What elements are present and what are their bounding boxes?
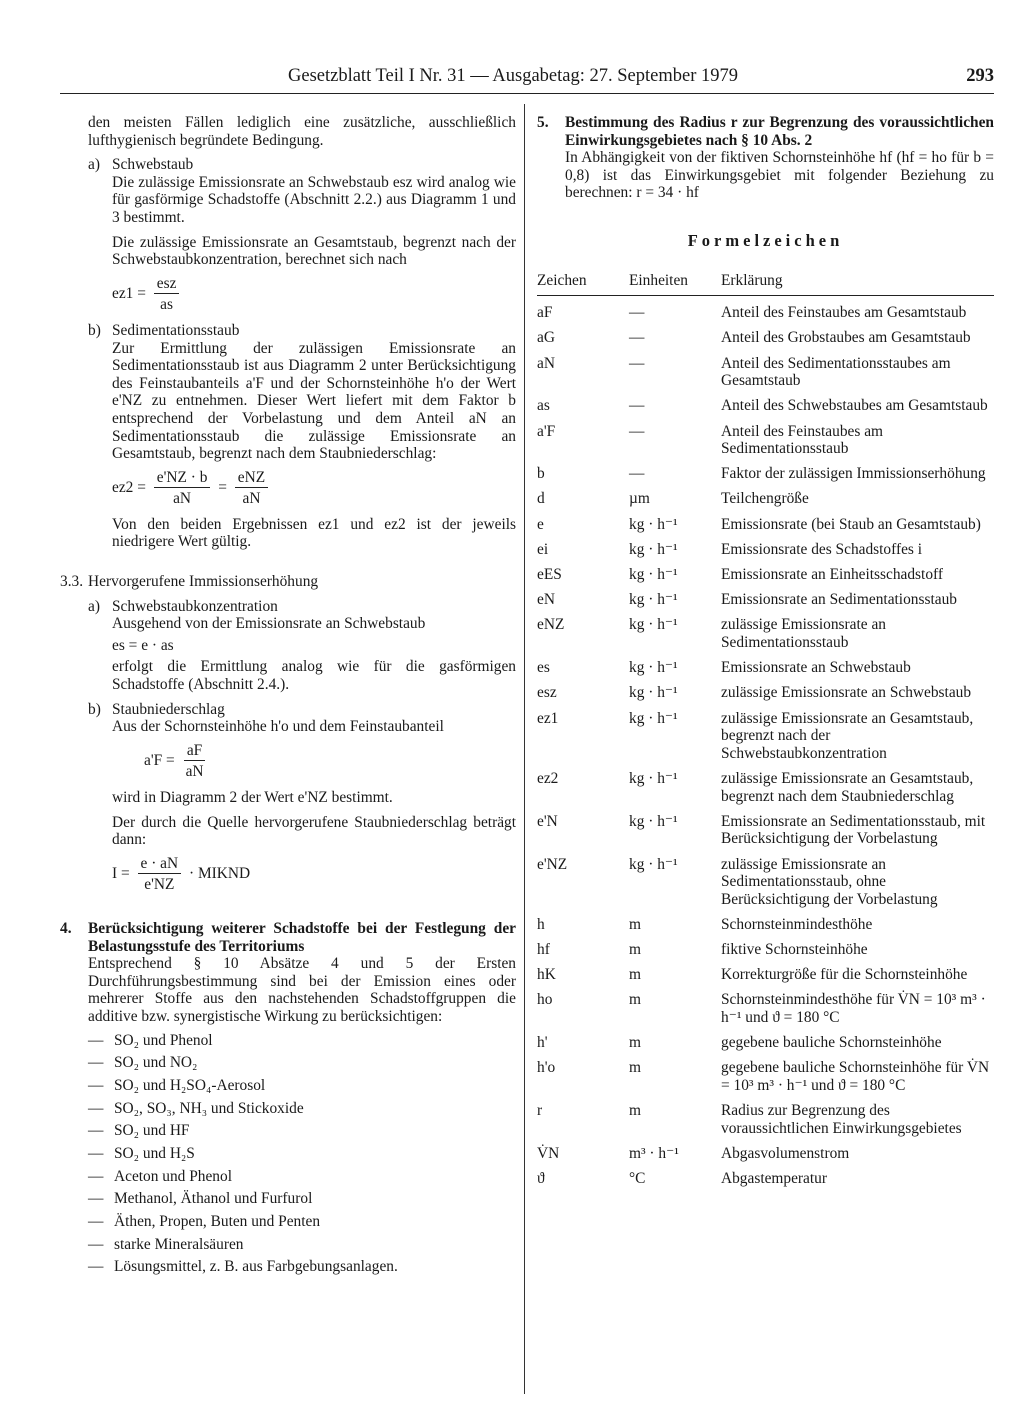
symbol-cell: esz: [537, 684, 557, 702]
list-item: — Lösungsmittel, z. B. aus Farbgebungsanlagen.: [88, 1258, 516, 1276]
explanation-cell: Emissionsrate an Einheitsschadstoff: [721, 566, 943, 584]
unit-cell: °C: [629, 1170, 646, 1188]
explanation-cell: Emissionsrate an Sedimentationsstaub: [721, 591, 957, 609]
formula-I-lhs: I =: [112, 864, 130, 882]
symbol-cell: ez2: [537, 769, 559, 787]
list-item: — SO₂ und H₂SO₄-Aerosol: [88, 1077, 516, 1095]
subsection-3-3b-label: b): [88, 700, 101, 718]
explanation-cell: Faktor der zulässigen Immissionserhöhung: [721, 465, 986, 483]
unit-cell: m³ · h⁻¹: [629, 1144, 679, 1162]
subsection-3-3b-heading: [88, 701, 516, 719]
unit-cell: kg · h⁻¹: [629, 812, 678, 830]
formula-ez2-denominator-1: aN: [173, 490, 192, 508]
symbol-cell: e'N: [537, 812, 558, 830]
sedimentation-paragraph-2: Von den beiden Ergebnissen ez1 und ez2 ist der jeweils niedrigere Wert gültig.: [112, 515, 516, 551]
table-row: [537, 659, 994, 677]
staubniederschlag-paragraph-1: Aus der Schornsteinhöhe h'o und dem Feinstaubanteil: [112, 718, 444, 736]
section-5-title: Bestimmung des Radius r zur Begrenzung des voraussichtlichen Einwirkungsgebietes nach § 10 Abs. 2: [565, 114, 994, 149]
section-3-3-title: Hervorgerufene Immissionserhöhung: [88, 573, 319, 591]
list-item: — SO₂ und H₂S: [88, 1145, 516, 1163]
sedimentation-paragraph-1: Zur Ermittlung der zulässigen Emissionsrate an Sedimentationsstaub ist aus Diagramm 2 unter Berücksichtigung des Feinstaubanteils a'F und der Schornsteinhöhe h'o der Wert e'NZ zu entnehmen. Dieser Wert liefert mit dem Faktor b entsprechend der Vorbelastung und dem Anteil aN an Sedimentationsstaub die zulässige Emissionsrate an Gesamtstaub, begrenzt nach dem Staubniederschlag:: [112, 339, 516, 463]
symbol-cell: es: [537, 659, 550, 677]
section-4-number: 4.: [60, 919, 72, 937]
unit-cell: m: [629, 1102, 641, 1120]
schwebstaub-paragraph-1: Die zulässige Emissionsrate an Schwebstaub esz wird analog wie für gasförmige Schadstoffe (Abschnitt 2.2.) aus Diagramm 1 und 3 bestimmt.: [112, 173, 516, 226]
table-row: [537, 516, 994, 534]
column-header-zeichen: Zeichen: [537, 271, 587, 289]
formula-I-rhs: · MIKND: [188, 864, 251, 882]
explanation-cell: Emissionsrate an Schwebstaub: [721, 659, 911, 677]
symbol-cell: r: [537, 1102, 543, 1120]
unit-cell: m: [629, 1034, 641, 1052]
explanation-cell: zulässige Emissionsrate an Sedimentationsstaub, ohne Berücksichtigung der Vorbelastung: [721, 855, 938, 908]
table-row: [537, 991, 994, 1026]
formula-I-denominator: e'NZ: [144, 876, 175, 894]
unit-cell: kg · h⁻¹: [629, 659, 678, 677]
unit-cell: kg · h⁻¹: [629, 709, 678, 727]
column-header-einheiten: Einheiten: [629, 271, 688, 289]
left-column: [60, 114, 516, 1281]
formula-aF-numerator: aF: [184, 742, 205, 762]
list-item: — SO₂ und HF: [88, 1122, 516, 1140]
unit-cell: kg · h⁻¹: [629, 566, 678, 584]
schwebstaub-paragraph-2: Die zulässige Emissionsrate an Gesamtstaub, begrenzt nach der Schwebstaubkonzentration, berechnet sich nach: [112, 233, 516, 269]
section-4-title: Berücksichtigung weiterer Schadstoffe bei der Festlegung der Belastungsstufe des Territoriums: [88, 919, 516, 955]
table-row: [537, 423, 994, 458]
section-5-paragraph: In Abhängigkeit von der fiktiven Schornsteinhöhe hf (hf = ho für b = 0,8) ist das Einwirkungsgebiet mit folgender Beziehung zu berechnen: r = 34 · hf: [565, 149, 994, 202]
formula-ez2-lhs: ez2 =: [112, 478, 146, 496]
explanation-cell: zulässige Emissionsrate an Gesamtstaub, begrenzt nach der Schwebstaubkonzentration: [721, 709, 974, 762]
formula-ez2-numerator-2: eNZ: [235, 469, 268, 489]
unit-cell: kg · h⁻¹: [629, 855, 678, 873]
table-row: [537, 916, 994, 934]
explanation-cell: Emissionsrate des Schadstoffes i: [721, 540, 923, 558]
list-item: — SO₂ und NO₂: [88, 1054, 516, 1072]
subsection-b-title: Sedimentationsstaub: [112, 321, 240, 339]
unit-cell: —: [629, 354, 645, 372]
table-row: [537, 966, 994, 984]
table-row: [537, 813, 994, 848]
symbol-cell: hK: [537, 966, 556, 984]
symbol-table-body: [537, 304, 994, 1188]
formula-I: [88, 855, 516, 894]
symbol-cell: h': [537, 1034, 548, 1052]
table-row: [537, 770, 994, 805]
table-row: [537, 856, 994, 909]
formula-aF-denominator: aN: [185, 763, 204, 781]
explanation-cell: Radius zur Begrenzung des voraussichtlichen Einwirkungsgebietes: [721, 1102, 962, 1137]
formula-ez1-lhs: ez1 =: [112, 284, 146, 302]
column-divider: [524, 104, 525, 1394]
list-item: — Methanol, Äthanol und Furfurol: [88, 1190, 516, 1208]
list-item: — starke Mineralsäuren: [88, 1236, 516, 1254]
list-item: — SO₂, SO₃, NH₃ und Stickoxide: [88, 1100, 516, 1118]
symbol-table-header: [537, 272, 994, 297]
table-row: [537, 684, 994, 702]
staubniederschlag-paragraph-2: wird in Diagramm 2 der Wert e'NZ bestimmt.: [112, 789, 393, 806]
section-3-3-number: 3.3.: [60, 573, 84, 591]
table-row: [537, 591, 994, 609]
subsection-3-3b-title: Staubniederschlag: [112, 700, 225, 718]
explanation-cell: Anteil des Schwebstaubes am Gesamtstaub: [721, 397, 988, 415]
unit-cell: µm: [629, 490, 650, 508]
explanation-cell: Teilchengröße: [721, 490, 809, 508]
formula-ez2-denominator-2: aN: [242, 490, 261, 508]
symbol-cell: aN: [537, 354, 555, 372]
symbol-cell: V̇N: [537, 1144, 560, 1162]
symbol-cell: a'F: [537, 422, 556, 440]
symbol-cell: ei: [537, 540, 549, 558]
list-item: — SO₂ und Phenol: [88, 1032, 516, 1050]
table-row: [537, 566, 994, 584]
symbol-cell: h: [537, 915, 545, 933]
subsection-a-heading: [88, 156, 516, 174]
symbol-cell: as: [537, 397, 550, 415]
staubniederschlag-paragraph-3: Der durch die Quelle hervorgerufene Staubniederschlag beträgt dann:: [112, 813, 516, 849]
symbol-cell: eN: [537, 591, 555, 609]
formula-ez1: [88, 275, 516, 314]
subsection-3-3a-heading: [88, 598, 516, 616]
table-row: [537, 355, 994, 390]
symbol-cell: ϑ: [537, 1170, 545, 1188]
unit-cell: —: [629, 422, 645, 440]
formula-aF: [88, 742, 516, 781]
formula-I-numerator: e · aN: [138, 855, 182, 875]
table-row: [537, 490, 994, 508]
explanation-cell: gegebene bauliche Schornsteinhöhe: [721, 1034, 942, 1052]
subsection-a-title: Schwebstaub: [112, 156, 194, 174]
explanation-cell: Anteil des Feinstaubes am Sedimentationsstaub: [721, 422, 883, 458]
column-header-erklaerung: Erklärung: [721, 271, 783, 289]
section-5-number: 5.: [537, 114, 549, 131]
unit-cell: kg · h⁻¹: [629, 684, 678, 702]
unit-cell: m: [629, 941, 641, 959]
unit-cell: kg · h⁻¹: [629, 616, 678, 634]
table-row: [537, 465, 994, 483]
symbol-cell: ho: [537, 991, 553, 1009]
section-4-paragraph: Entsprechend § 10 Absätze 4 und 5 der Ersten Durchführungsbestimmung sind bei der Emission eines oder mehrerer Stoffe aus den nachstehenden Schadstoffgruppen die additive bzw. synergistische Wirkung zu berücksichtigen:: [88, 955, 516, 1025]
table-row: [537, 710, 994, 763]
table-row: [537, 304, 994, 322]
unit-cell: m: [629, 966, 641, 984]
formula-ez2-equals: =: [218, 478, 227, 496]
formelzeichen-title: Formelzeichen: [687, 230, 844, 250]
header-rule: [60, 93, 994, 94]
explanation-cell: zulässige Emissionsrate an Sedimentationsstaub: [721, 616, 886, 651]
symbol-cell: h'o: [537, 1059, 556, 1077]
subsection-b-heading: [88, 322, 516, 340]
explanation-cell: gegebene bauliche Schornsteinhöhe für V̇N = 10³ m³ · h⁻¹ und ϑ = 180 °C: [721, 1059, 990, 1094]
table-row: [537, 1145, 994, 1163]
table-row: [537, 541, 994, 559]
symbol-cell: eES: [537, 566, 562, 584]
unit-cell: m: [629, 1059, 641, 1077]
symbol-cell: e: [537, 515, 544, 533]
explanation-cell: Emissionsrate (bei Staub an Gesamtstaub): [721, 515, 981, 533]
unit-cell: kg · h⁻¹: [629, 515, 678, 533]
explanation-cell: Anteil des Grobstaubes am Gesamtstaub: [721, 329, 971, 347]
explanation-cell: Abgastemperatur: [721, 1170, 827, 1188]
symbol-cell: hf: [537, 941, 550, 959]
formula-ez2: [88, 469, 516, 508]
section-3-3-heading: [60, 573, 516, 591]
symbol-cell: b: [537, 465, 545, 483]
page-number: 293: [966, 66, 994, 86]
unit-cell: —: [629, 465, 645, 483]
table-row: [537, 616, 994, 651]
explanation-cell: Schornsteinmindesthöhe für V̇N = 10³ m³ · h⁻¹ und ϑ = 180 °C: [721, 991, 986, 1027]
explanation-cell: zulässige Emissionsrate an Schwebstaub: [721, 684, 972, 702]
header-title: Gesetzblatt Teil I Nr. 31 — Ausgabetag: 27. September 1979: [288, 66, 738, 86]
formula-ez2-numerator-1: e'NZ · b: [154, 469, 211, 489]
right-column: [537, 114, 994, 1195]
table-row: [537, 329, 994, 347]
symbol-cell: e'NZ: [537, 855, 568, 873]
unit-cell: —: [629, 329, 645, 347]
unit-cell: kg · h⁻¹: [629, 591, 678, 609]
formula-ez1-numerator: esz: [154, 275, 180, 295]
explanation-cell: Anteil des Feinstaubes am Gesamtstaub: [721, 304, 967, 322]
explanation-cell: fiktive Schornsteinhöhe: [721, 941, 868, 959]
subsection-a-label: a): [88, 156, 100, 174]
table-row: [537, 397, 994, 415]
formula-ez1-denominator: as: [160, 296, 173, 314]
symbol-cell: d: [537, 490, 545, 508]
section-5-heading: [537, 114, 994, 149]
intro-paragraph: den meisten Fällen lediglich eine zusätzliche, ausschließlich lufthygienisch begründete Bedingung.: [88, 114, 516, 149]
page-header: [60, 66, 994, 96]
unit-cell: m: [629, 991, 641, 1009]
unit-cell: m: [629, 915, 641, 933]
explanation-cell: Emissionsrate an Sedimentationsstaub, mit Berücksichtigung der Vorbelastung: [721, 812, 986, 848]
subsection-3-3a-title: Schwebstaubkonzentration: [112, 597, 278, 615]
section-4-heading: [60, 919, 516, 955]
subsection-3-3a-label: a): [88, 597, 100, 615]
symbol-cell: aF: [537, 304, 553, 322]
explanation-cell: Schornsteinmindesthöhe: [721, 915, 873, 933]
list-item: — Aceton und Phenol: [88, 1168, 516, 1186]
symbol-cell: aG: [537, 329, 555, 347]
formula-aF-lhs: a'F =: [144, 751, 175, 769]
explanation-cell: Anteil des Sedimentationsstaubes am Gesamtstaub: [721, 354, 951, 390]
table-row: [537, 1170, 994, 1188]
unit-cell: —: [629, 397, 645, 415]
table-row: [537, 1102, 994, 1137]
unit-cell: kg · h⁻¹: [629, 540, 678, 558]
list-item: — Äthen, Propen, Buten und Penten: [88, 1213, 516, 1231]
pollutant-group-list: [88, 1032, 516, 1276]
symbol-cell: ez1: [537, 709, 559, 727]
symbol-cell: eNZ: [537, 616, 565, 634]
explanation-cell: Korrekturgröße für die Schornsteinhöhe: [721, 966, 968, 984]
formula-es: es = e · as: [112, 636, 174, 654]
explanation-cell: zulässige Emissionsrate an Gesamtstaub, begrenzt nach dem Staubniederschlag: [721, 769, 974, 805]
table-row: [537, 941, 994, 959]
schwebstaubkonzentration-paragraph-2: erfolgt die Ermittlung analog wie für die gasförmigen Schadstoffe (Abschnitt 2.4.).: [112, 658, 516, 694]
explanation-cell: Abgasvolumenstrom: [721, 1144, 850, 1162]
subsection-b-label: b): [88, 321, 101, 339]
schwebstaubkonzentration-paragraph-1: Ausgehend von der Emissionsrate an Schwebstaub: [112, 615, 426, 633]
unit-cell: kg · h⁻¹: [629, 769, 678, 787]
table-row: [537, 1034, 994, 1052]
table-row: [537, 1059, 994, 1094]
unit-cell: —: [629, 304, 645, 322]
